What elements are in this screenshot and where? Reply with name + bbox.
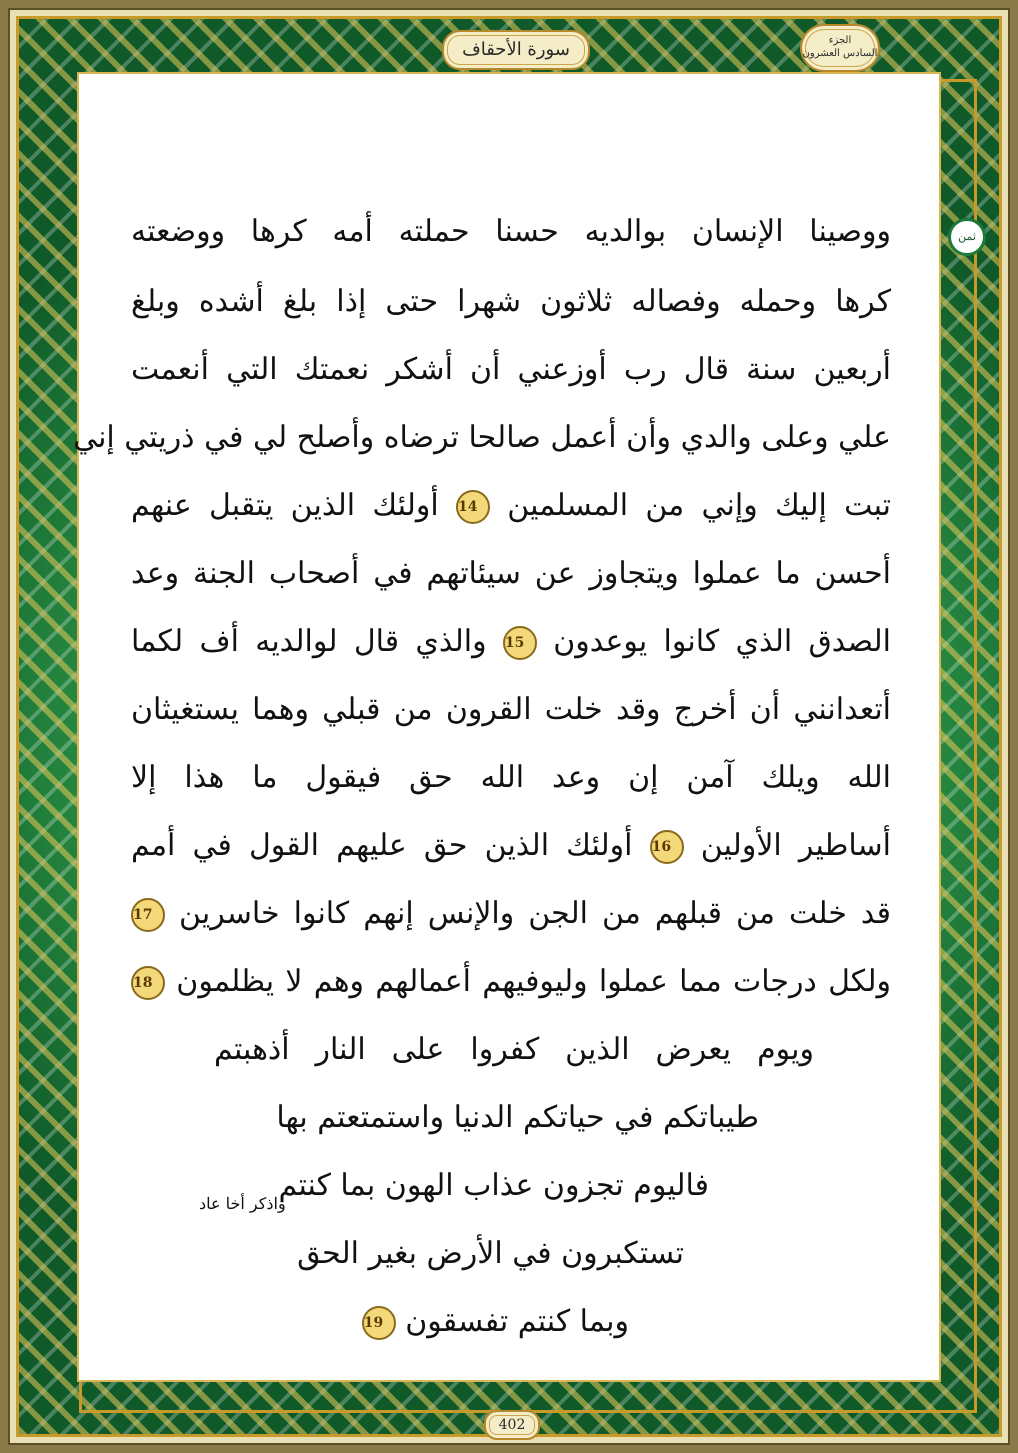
verse-text: الله ويلك آمن إن وعد الله حق فيقول ما هذا إلا xyxy=(131,760,891,795)
verse-text: علي وعلى والدي وأن أعمل صالحا ترضاه وأصلح لي في ذريتي إني xyxy=(73,420,891,455)
text-page xyxy=(73,72,941,1382)
ayah-number-marker: 14 xyxy=(456,490,490,524)
verse-text-continued: أولئك الذين يتقبل عنهم xyxy=(131,488,439,523)
juz-word: الجزء xyxy=(828,35,852,46)
verse-line xyxy=(131,896,891,932)
verse-line xyxy=(131,214,891,249)
ayah-number-marker: 15 xyxy=(503,626,537,660)
verse-text: ولكل درجات مما عملوا وليوفيهم أعمالهم وهم لا يظلمون xyxy=(176,964,891,999)
verse-line xyxy=(363,1304,629,1340)
verse-line xyxy=(131,760,891,795)
surah-title: سورة الأحقاف xyxy=(442,30,590,70)
verse-text: وبما كنتم تفسقون xyxy=(405,1304,629,1339)
verse-line xyxy=(131,692,891,727)
juz-number: السادس العشرون xyxy=(802,48,878,59)
juz-label xyxy=(800,24,880,72)
page-number: 402 xyxy=(484,1410,540,1440)
verse-line xyxy=(131,556,891,591)
ayah-number-marker: 16 xyxy=(650,830,684,864)
verse-text: الصدق الذي كانوا يوعدون xyxy=(553,624,891,659)
verse-text: ووصينا الإنسان بوالديه حسنا حملته أمه كرها ووضعته xyxy=(131,214,891,249)
ayah-number-marker: 17 xyxy=(131,898,165,932)
verse-line xyxy=(131,284,891,319)
verse-text: كرها وحمله وفصاله ثلاثون شهرا حتى إذا بلغ أشده وبلغ xyxy=(131,284,891,319)
ayah-number-marker: 19 xyxy=(362,1306,396,1340)
verse-line xyxy=(131,828,891,864)
verse-line xyxy=(214,1032,814,1067)
verse-text: أساطير الأولين xyxy=(700,828,891,863)
verse-text: أتعدانني أن أخرج وقد خلت القرون من قبلي وهما يستغيثان xyxy=(131,692,891,727)
verse-line xyxy=(131,488,891,524)
verse-text: طيباتكم في حياتكم الدنيا واستمتعتم بها xyxy=(276,1100,759,1135)
verse-text-continued: أولئك الذين حق عليهم القول في أمم xyxy=(131,828,633,863)
verse-line xyxy=(131,624,891,660)
verse-text: تستكبرون في الأرض بغير الحق xyxy=(297,1236,684,1271)
verse-text-continued: والذي قال لوالديه أف لكما xyxy=(131,624,487,659)
verse-text: ويوم يعرض الذين كفروا على النار أذهبتم xyxy=(214,1032,814,1067)
quran-text xyxy=(73,74,943,1384)
verse-line xyxy=(297,1236,684,1271)
verse-text: تبت إليك وإني من المسلمين xyxy=(507,488,891,523)
verse-text: أربعين سنة قال رب أوزعني أن أشكر نعمتك التي أنعمت xyxy=(131,352,891,387)
ayah-number-marker: 18 xyxy=(131,966,165,1000)
catchword: واذكر أخا عاد xyxy=(199,1194,286,1213)
verse-line xyxy=(73,420,891,455)
verse-text: فاليوم تجزون عذاب الهون بما كنتم xyxy=(278,1168,709,1203)
verse-line xyxy=(278,1168,709,1203)
verse-line xyxy=(276,1100,759,1135)
verse-line xyxy=(131,352,891,387)
verse-text: أحسن ما عملوا ويتجاوز عن سيئاتهم في أصحاب الجنة وعد xyxy=(131,556,891,591)
verse-line xyxy=(131,964,891,1000)
hizb-marker: ثمن xyxy=(948,218,986,256)
verse-text: قد خلت من قبلهم من الجن والإنس إنهم كانوا خاسرين xyxy=(179,896,891,931)
